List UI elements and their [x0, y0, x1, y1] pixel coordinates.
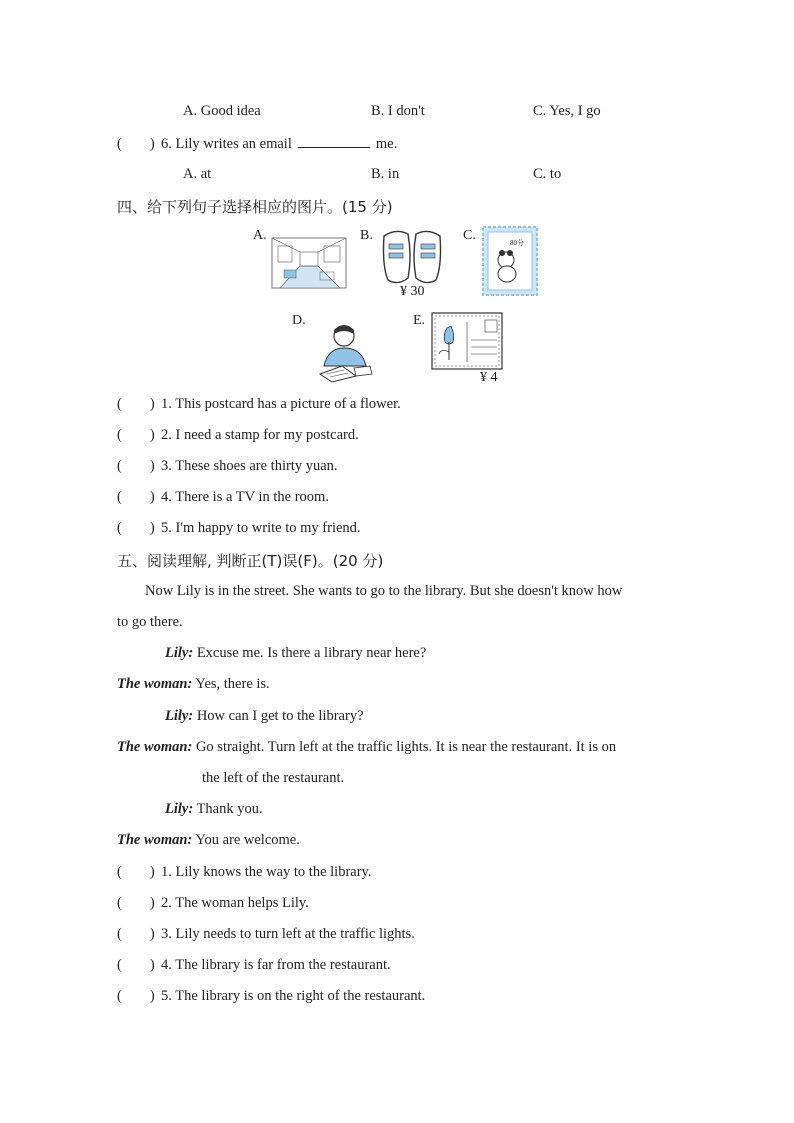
answer-paren[interactable]: ( ) [117, 520, 155, 536]
answer-paren[interactable]: ( ) [117, 396, 155, 412]
picture-a-label: A. [253, 228, 267, 243]
postcard-picture [431, 312, 503, 370]
stamp-picture [482, 226, 538, 296]
shoes-picture [378, 226, 446, 288]
picture-e-label: E. [413, 313, 426, 328]
s4-item-4: ( ) 4. There is a TV in the room. [117, 489, 329, 505]
s5-item-1: ( ) 1. Lily knows the way to the library. [117, 864, 372, 880]
shoes-price: ¥ 30 [400, 284, 425, 299]
q5-option-b: B. I don't [371, 103, 425, 119]
answer-blank[interactable] [298, 135, 370, 148]
answer-paren[interactable]: ( ) [117, 427, 155, 443]
room-picture [270, 232, 348, 290]
answer-paren[interactable]: ( ) [117, 489, 155, 505]
s5-item-2: ( ) 2. The woman helps Lily. [117, 895, 309, 911]
dialogue-line-5: the left of the restaurant. [202, 770, 345, 786]
s4-item-1: ( ) 1. This postcard has a picture of a flower. [117, 396, 401, 412]
dialogue-line-7: The woman: You are welcome. [117, 832, 300, 848]
answer-paren[interactable]: ( ) [117, 864, 155, 880]
q5-option-a: A. Good idea [183, 103, 261, 119]
picture-c-label: C. [463, 228, 476, 243]
s4-item-5: ( ) 5. I'm happy to write to my friend. [117, 520, 361, 536]
q6-option-a: A. at [183, 166, 212, 182]
s5-item-3: ( ) 3. Lily needs to turn left at the traffic lights. [117, 926, 415, 942]
answer-paren[interactable]: ( ) [117, 458, 155, 474]
s5-item-4: ( ) 4. The library is far from the restaurant. [117, 957, 391, 973]
boy-writing-picture [316, 318, 376, 384]
picture-d-label: D. [292, 313, 306, 328]
answer-paren[interactable]: ( ) [117, 136, 155, 152]
q5-option-c: C. Yes, I go [533, 103, 601, 119]
s5-item-5: ( ) 5. The library is on the right of the restaurant. [117, 988, 426, 1004]
postcard-price: ¥ 4 [480, 370, 498, 385]
answer-paren[interactable]: ( ) [117, 926, 155, 942]
q6-question: ( ) 6. Lily writes an email me. [117, 136, 398, 152]
passage-line-2: to go there. [117, 614, 183, 630]
q6-option-c: C. to [533, 166, 562, 182]
dialogue-line-4: The woman: Go straight. Turn left at the traffic lights. It is near the restaurant. It is on [117, 739, 617, 755]
answer-paren[interactable]: ( ) [117, 988, 155, 1004]
answer-paren[interactable]: ( ) [117, 895, 155, 911]
section4-title: 四、给下列句子选择相应的图片。(15 分) [117, 198, 393, 216]
answer-paren[interactable]: ( ) [117, 957, 155, 973]
section5-title: 五、阅读理解, 判断正(T)误(F)。(20 分) [117, 552, 384, 570]
dialogue-line-6: Lily: Thank you. [165, 801, 263, 817]
dialogue-line-3: Lily: How can I get to the library? [165, 708, 364, 724]
dialogue-line-1: Lily: Excuse me. Is there a library near here? [165, 645, 427, 661]
s4-item-2: ( ) 2. I need a stamp for my postcard. [117, 427, 359, 443]
passage-line-1: Now Lily is in the street. She wants to go to the library. But she doesn't know how [145, 583, 623, 599]
picture-b-label: B. [360, 228, 373, 243]
s4-item-3: ( ) 3. These shoes are thirty yuan. [117, 458, 338, 474]
q6-option-b: B. in [371, 166, 400, 182]
dialogue-line-2: The woman: Yes, there is. [117, 676, 270, 692]
stamp-value: 80分 [510, 239, 524, 247]
